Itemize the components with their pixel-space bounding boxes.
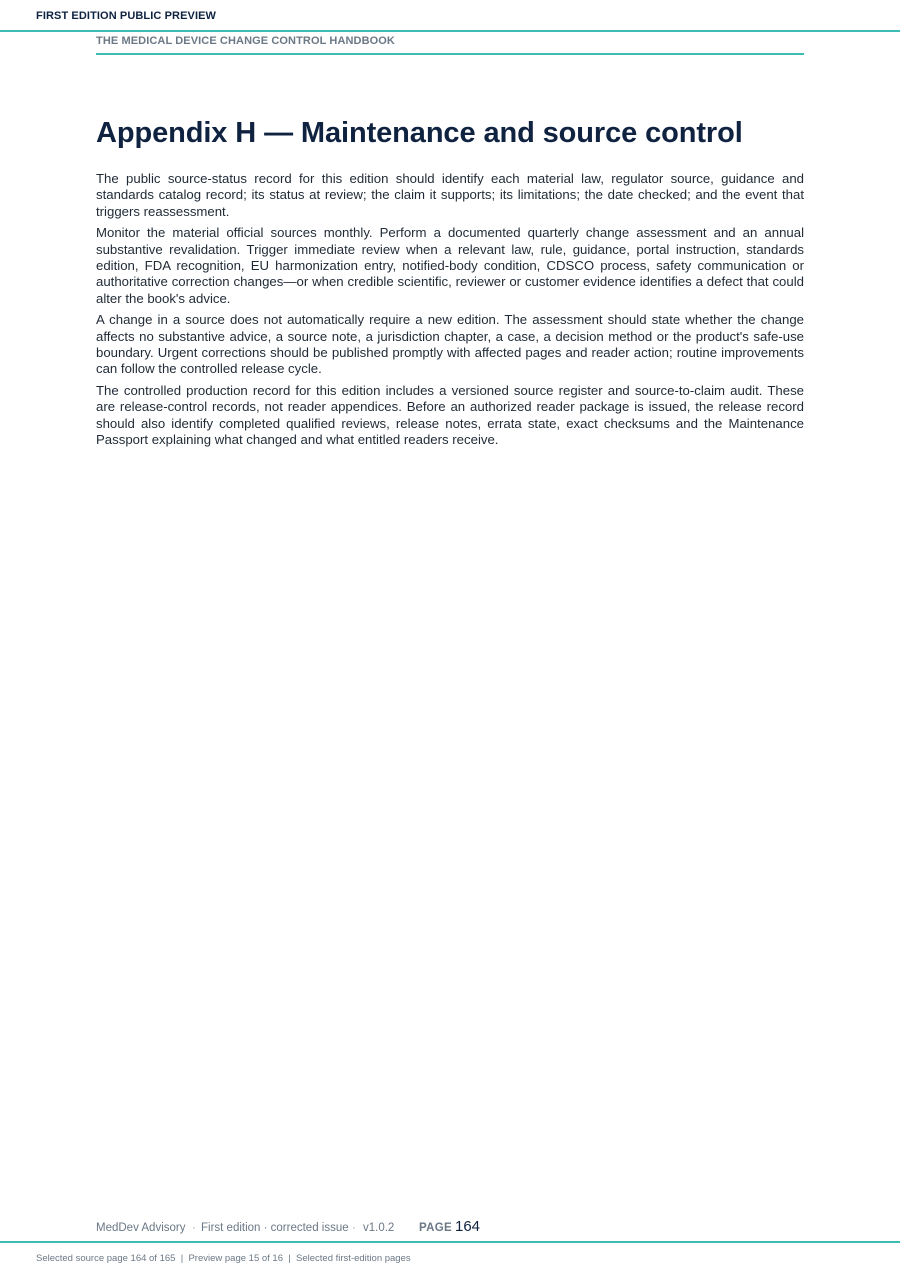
preview-footer-text: Selected source page 164 of 165 | Preview page 15 of 16 | Selected first-edition pages xyxy=(36,1253,411,1264)
footer-page-number: 164 xyxy=(455,1218,481,1235)
paragraph-change-assessment: A change in a source does not automatically require a new edition. The assessment should state whether the change affects no substantive advice, a source note, a jurisdiction chapter, a case, a decision method or the product's safe-use boundary. Urgent corrections should be published promptly with affected pages and reader action; routine improvements can follow the controlled release cycle. xyxy=(96,312,804,377)
footer-version: v1.0.2 xyxy=(363,1222,395,1234)
paragraph-monitoring: Monitor the material official sources monthly. Perform a documented quarterly change assessment and an annual substantive revalidation. Trigger immediate review when a relevant law, rule, guidance, portal instruction, standards edition, FDA recognition, EU harmonization entry, notified-body condition, CDSCO process, safety communication or authoritative correction changes—or when credible scientific, reviewer or customer evidence identifies a defect that could alter the book's advice. xyxy=(96,225,804,306)
preview-footer xyxy=(36,1253,411,1264)
preview-label: FIRST EDITION PUBLIC PREVIEW xyxy=(36,10,217,22)
preview-banner xyxy=(0,0,900,32)
main-content xyxy=(96,116,804,454)
paragraph-production-record: The controlled production record for this edition includes a versioned source register and source-to-claim audit. These are release-control records, not reader appendices. Before an authorized reader package is issued, the release record should also identify completed qualified reviews, release notes, errata state, exact checksums and the Maintenance Passport explaining what changed and what entitled readers receive. xyxy=(96,382,804,448)
paragraph-source-status: The public source-status record for this edition should identify each material law, regulator source, guidance and standards catalog record; its status at review; the claim it supports; its limitations; the date checked; and the event that triggers reassessment. xyxy=(96,171,804,219)
running-head-title: THE MEDICAL DEVICE CHANGE CONTROL HANDBOOK xyxy=(96,35,395,47)
bottom-rule xyxy=(0,1241,900,1243)
footer-separator: · xyxy=(352,1222,356,1234)
footer-page-label: PAGE xyxy=(419,1222,452,1234)
page-title: Appendix H — Maintenance and source control xyxy=(96,117,743,149)
page-footer xyxy=(96,1218,804,1238)
running-head xyxy=(96,35,804,55)
footer-publisher: MedDev Advisory xyxy=(96,1222,186,1234)
footer-separator: · xyxy=(192,1222,196,1234)
footer-edition: First edition · corrected issue xyxy=(201,1222,349,1234)
